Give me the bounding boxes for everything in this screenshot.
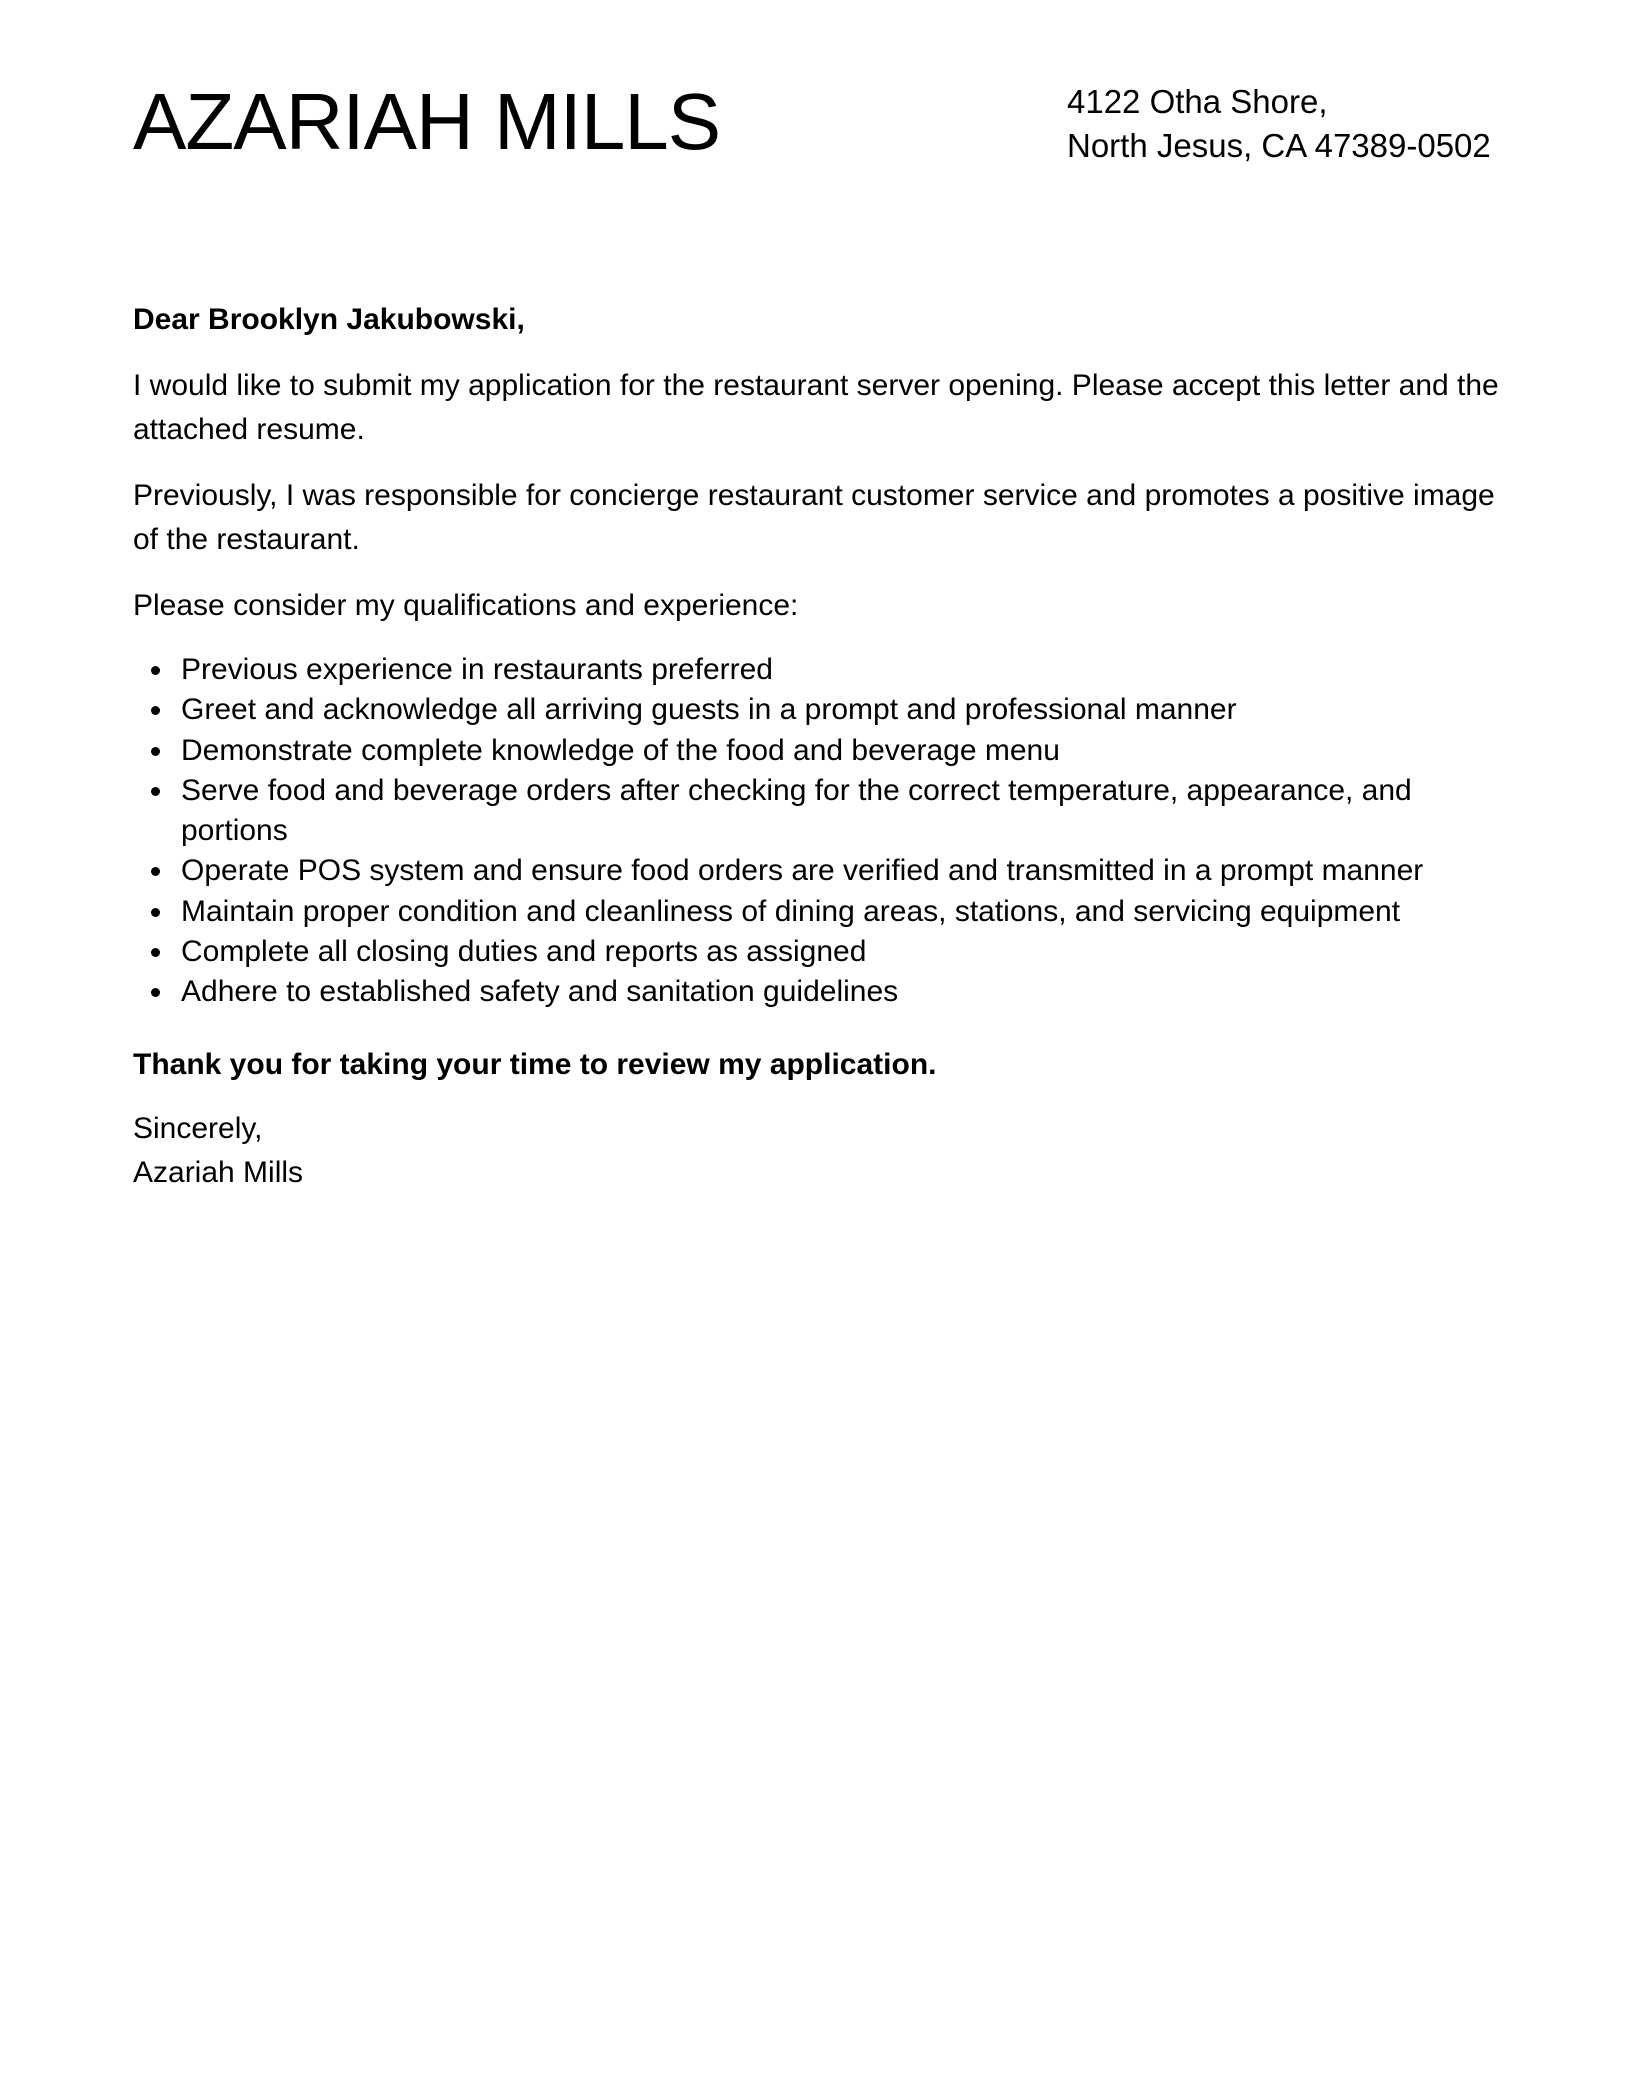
- applicant-address: [1067, 80, 1491, 168]
- list-item: [181, 932, 1513, 972]
- paragraph-application: I would like to submit my application for the restaurant server opening. Please accept this letter and the attached resume.: [133, 369, 1499, 446]
- list-item-text: Greet and acknowledge all arriving guests in a prompt and professional manner: [181, 693, 1237, 727]
- qualifications-intro: Please consider my qualifications and experience:: [133, 589, 799, 622]
- applicant-name: AZARIAH MILLS: [133, 77, 721, 166]
- list-item: [181, 690, 1513, 730]
- list-item-text: Maintain proper condition and cleanliness of dining areas, stations, and servicing equipment: [181, 894, 1401, 928]
- bullet-icon: [151, 787, 160, 796]
- address-line-1: 4122 Otha Shore,: [1067, 83, 1328, 120]
- letter-body: [133, 298, 1513, 1195]
- list-item-text: Demonstrate complete knowledge of the food and beverage menu: [181, 733, 1060, 767]
- list-item: [181, 851, 1513, 891]
- bullet-icon: [151, 908, 160, 917]
- address-line-2: North Jesus, CA 47389-0502: [1067, 127, 1491, 164]
- closing-statement: Thank you for taking your time to review my application.: [133, 1047, 937, 1081]
- signoff-block: [133, 1107, 1513, 1195]
- list-item-text: Previous experience in restaurants preferred: [181, 653, 773, 686]
- letter-header: [133, 70, 1503, 190]
- paragraph-experience: Previously, I was responsible for concierge restaurant customer service and promotes a positive image of the restaurant.: [133, 479, 1495, 556]
- list-item: [181, 972, 1513, 1012]
- bullet-icon: [151, 867, 160, 876]
- list-item: [181, 731, 1513, 771]
- bullet-icon: [151, 988, 160, 997]
- list-item-text: Adhere to established safety and sanitation guidelines: [181, 975, 899, 1009]
- list-item-text: Operate POS system and ensure food orders are verified and transmitted in a prompt manner: [181, 854, 1424, 888]
- bullet-icon: [151, 706, 160, 715]
- qualifications-list: [133, 650, 1513, 1013]
- bullet-icon: [151, 747, 160, 756]
- list-item-text: Complete all closing duties and reports as assigned: [181, 935, 867, 969]
- bullet-icon: [151, 666, 160, 675]
- list-item: [181, 771, 1513, 852]
- signoff: Sincerely,: [133, 1111, 263, 1145]
- signature-name: Azariah Mills: [133, 1155, 304, 1189]
- bullet-icon: [151, 948, 160, 957]
- list-item: [181, 892, 1513, 932]
- greeting: Dear Brooklyn Jakubowski,: [133, 303, 525, 336]
- list-item-text: Serve food and beverage orders after checking for the correct temperature, appearance, and portions: [181, 773, 1412, 848]
- list-item: [181, 650, 1513, 690]
